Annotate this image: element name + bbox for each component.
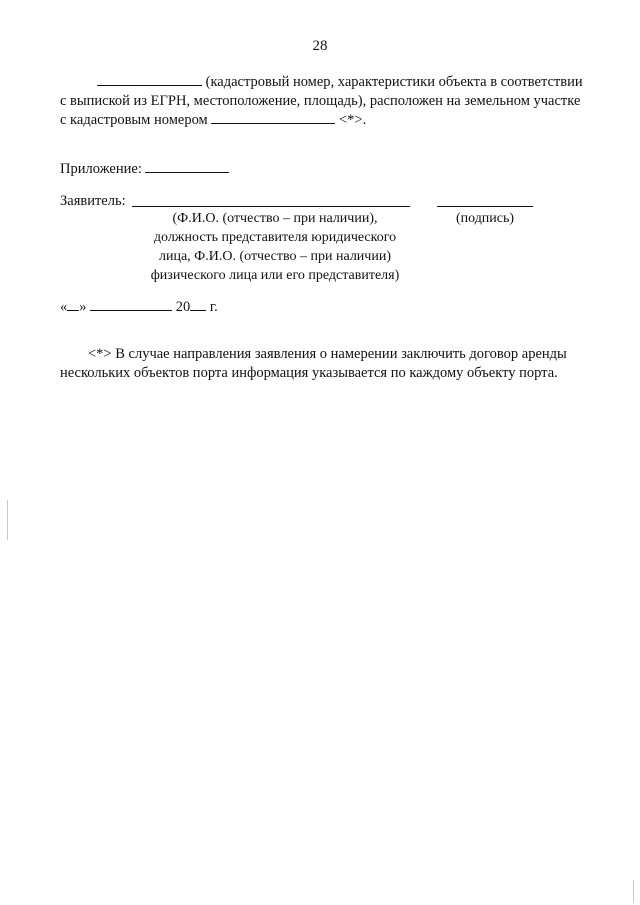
applicant-name-caption-2: должность представителя юридического (153, 230, 397, 245)
object-blank (97, 73, 202, 86)
applicant-name-caption-1: (Ф.И.О. (отчество – при наличии), (172, 211, 378, 226)
footnote-line-2: нескольких объектов порта информация указывается по каждому объекту порта. (60, 365, 558, 381)
applicant-name-line (132, 206, 410, 207)
attachment-line (60, 160, 229, 179)
year-blank (190, 298, 206, 311)
year-suffix: г. (209, 299, 218, 315)
date-open-quote: « (60, 299, 68, 315)
cadastral-number-blank (211, 111, 335, 124)
attachment-label: Приложение: (60, 161, 142, 177)
footnote-line-1: <*> В случае направления заявления о намерении заключить договор аренды (88, 346, 567, 362)
attachment-blank (145, 160, 229, 173)
month-blank (90, 298, 172, 311)
scan-edge-mark-right (633, 880, 634, 902)
object-paragraph-line-1-text: (кадастровый номер, характеристики объекта в соответствии (205, 74, 583, 90)
signature-caption: (подпись) (455, 211, 515, 226)
date-line (60, 298, 218, 317)
cadastral-number-label: с кадастровым номером (60, 112, 208, 128)
applicant-name-caption-4: физического лица или его представителя) (150, 268, 400, 283)
object-paragraph-line-2: с выпиской из ЕГРН, местоположение, площадь), расположен на земельном участке (60, 93, 581, 109)
year-prefix: 20 (175, 299, 191, 315)
object-paragraph-line-3 (60, 111, 366, 130)
applicant-name-caption-3: лица, Ф.И.О. (отчество – при наличии) (159, 249, 391, 264)
signature-line (437, 206, 533, 207)
scan-edge-mark-left (7, 500, 8, 540)
applicant-label: Заявитель: (60, 193, 126, 209)
object-paragraph-line-1 (97, 73, 583, 92)
day-blank (67, 298, 79, 311)
date-close-quote: » (79, 299, 87, 315)
page-number: 28 (312, 38, 328, 54)
footnote-marker: <*>. (338, 112, 367, 128)
